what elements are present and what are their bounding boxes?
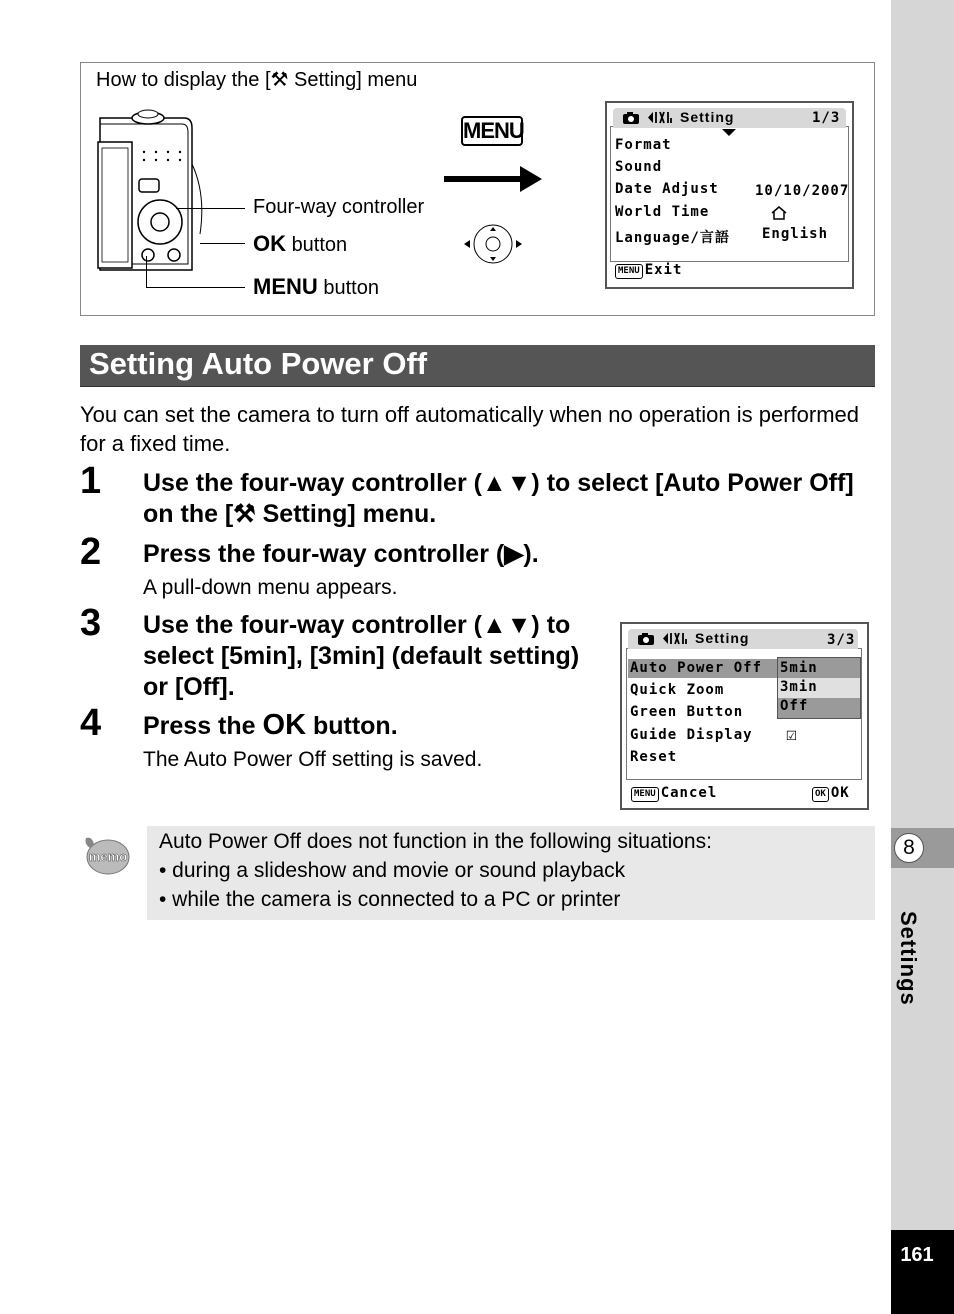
lcd1-footer — [615, 262, 682, 279]
page-number-box — [891, 1230, 954, 1314]
pulldown-option-off[interactable]: Off — [780, 698, 809, 714]
memo-icon — [82, 834, 130, 876]
step-1-number: 1 — [80, 460, 102, 502]
pulldown-option-5min[interactable]: 5min — [780, 660, 818, 676]
step-4-text-post: button. — [306, 712, 398, 740]
step-4-text-pre: Press the — [143, 712, 263, 740]
lcd1-language-value: English — [762, 226, 829, 242]
page-number: 161 — [900, 1244, 934, 1266]
four-way-controller-icon[interactable] — [462, 222, 524, 266]
step-2-number: 2 — [80, 531, 102, 573]
camera-tab-icon — [622, 111, 644, 125]
lcd2-row-auto-power-off[interactable]: Auto Power Off — [630, 660, 763, 676]
memo-line-1: Auto Power Off does not function in the following situations: — [159, 830, 712, 853]
section-title: Setting Auto Power Off — [89, 346, 428, 381]
arrow-right-icon — [444, 176, 522, 182]
step-2-note: A pull-down menu appears. — [143, 576, 398, 599]
lcd1-row-world-time[interactable]: World Time — [615, 204, 710, 220]
menu-mini-key-2[interactable]: MENU — [631, 787, 659, 802]
memo-icon-label: memo — [88, 849, 128, 864]
lcd1-header-label: Setting — [680, 109, 735, 125]
lcd1-row-sound[interactable]: Sound — [615, 159, 663, 175]
lcd2-row-quick-zoom[interactable]: Quick Zoom — [630, 682, 725, 698]
lcd1-row-language[interactable]: Language/言語 — [615, 230, 730, 246]
home-icon — [770, 206, 788, 220]
four-way-leader — [176, 208, 245, 209]
step-4-note: The Auto Power Off setting is saved. — [143, 748, 483, 771]
lcd2-footer-ok-label: OK — [830, 785, 850, 801]
lcd1-row-format[interactable]: Format — [615, 137, 672, 153]
guide-display-checkbox[interactable]: ☑ — [786, 724, 798, 745]
menu-callout — [253, 274, 379, 300]
menu-button-label: button — [323, 277, 379, 299]
lcd2-footer-cancel — [631, 785, 717, 802]
ok-callout — [253, 231, 347, 257]
lcd2-row-guide-display[interactable]: Guide Display — [630, 727, 753, 743]
camera-tab-icon-2 — [637, 632, 659, 646]
step-4-ok-key: OK — [262, 709, 307, 741]
intro-paragraph: You can set the camera to turn off automatically when no operation is performed for a fixed time. — [80, 402, 860, 456]
lcd1-page: 1/3 — [812, 110, 841, 126]
menu-key-label: MENU — [253, 274, 318, 299]
ok-button-label: button — [291, 234, 348, 256]
wrench-tab-icon — [647, 110, 677, 125]
lcd1-row-date-adjust[interactable]: Date Adjust — [615, 181, 719, 197]
ok-mini-key[interactable]: OK — [812, 787, 829, 802]
step-3-text: Use the four-way controller (▲▼) to select [5min], [3min] (default setting) or [Off]. — [143, 611, 580, 701]
step-4-text — [143, 710, 603, 742]
howto-title: How to display the [⚒ Setting] menu — [96, 69, 418, 91]
lcd2-footer-ok — [812, 785, 850, 802]
four-way-callout: Four-way controller — [253, 196, 425, 218]
step-2-text: Press the four-way controller (▶). — [143, 540, 539, 568]
lcd2-page: 3/3 — [827, 632, 856, 648]
pulldown-option-3min[interactable]: 3min — [780, 679, 818, 695]
menu-leader — [146, 287, 245, 288]
memo-line-2: • during a slideshow and movie or sound playback — [159, 859, 626, 882]
lcd2-header-label: Setting — [695, 630, 750, 646]
ok-leader — [200, 243, 245, 244]
lcd2-row-reset[interactable]: Reset — [630, 749, 678, 765]
lcd2-row-green-button[interactable]: Green Button — [630, 704, 744, 720]
cursor-down-icon — [722, 129, 736, 136]
sidebar-strip — [891, 0, 954, 1314]
arrow-head-icon — [520, 166, 542, 192]
menu-leader-vertical — [146, 256, 147, 287]
step-3-number: 3 — [80, 602, 102, 644]
chapter-title: Settings — [896, 911, 921, 1006]
memo-line-3: • while the camera is connected to a PC or printer — [159, 888, 621, 911]
lcd2-footer-cancel-label: Cancel — [660, 785, 718, 801]
step-4-number: 4 — [80, 702, 102, 744]
menu-key-badge[interactable]: MENU — [461, 116, 523, 146]
ok-key-label: OK — [253, 231, 286, 256]
wrench-tab-icon-2 — [662, 631, 692, 646]
chapter-number: 8 — [894, 833, 924, 863]
camera-back-illustration — [96, 104, 206, 276]
menu-mini-key[interactable]: MENU — [615, 264, 643, 279]
lcd1-footer-exit: Exit — [644, 262, 683, 278]
step-1-text: Use the four-way controller (▲▼) to select [Auto Power Off] on the [⚒ Setting] menu. — [143, 469, 854, 528]
lcd1-date-value: 10/10/2007 — [755, 183, 850, 199]
